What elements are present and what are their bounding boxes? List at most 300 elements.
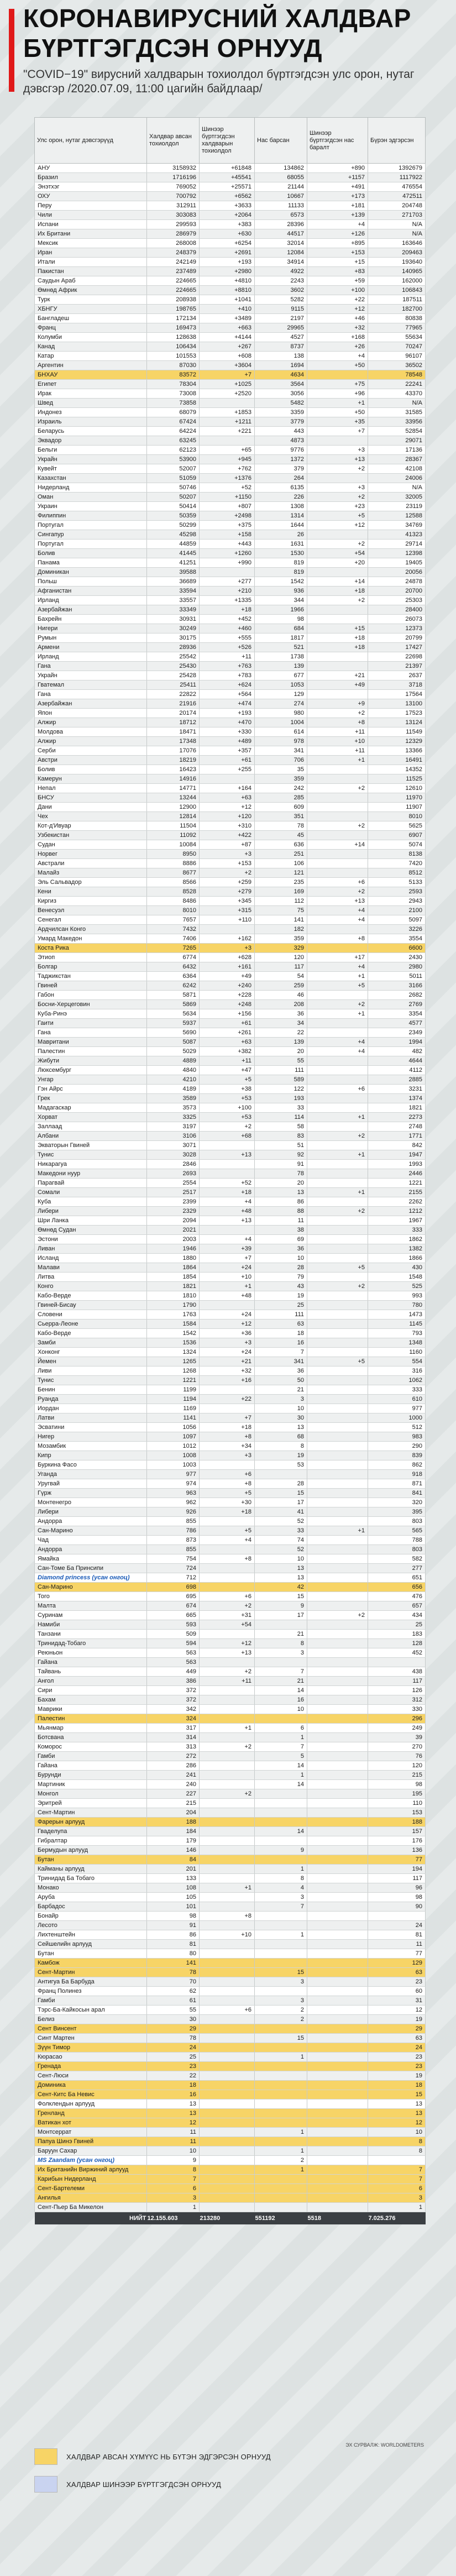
cell-recovered: 33956 <box>368 417 426 427</box>
cell-country: Тунис <box>35 1376 147 1385</box>
cell-country: Болив <box>35 549 147 558</box>
cell-recovered: 39 <box>368 1733 426 1742</box>
cell-new-deaths <box>307 1507 368 1517</box>
cell-country: Шри Ланка <box>35 1216 147 1226</box>
cell-recovered: 983 <box>368 1432 426 1442</box>
cell-new-deaths <box>307 1639 368 1648</box>
cell-recovered: 98 <box>368 1893 426 1902</box>
cell-cases: 18219 <box>147 756 200 765</box>
cell-new-cases: +4810 <box>200 276 255 286</box>
cell-new-deaths: +49 <box>307 680 368 690</box>
table-row <box>35 652 426 662</box>
cell-new-cases: +261 <box>200 1028 255 1038</box>
table-row <box>35 305 426 314</box>
cell-cases: 18712 <box>147 718 200 727</box>
cell-new-deaths: +26 <box>307 342 368 352</box>
cell-deaths: 35 <box>255 765 307 774</box>
table-row <box>35 1075 426 1085</box>
cell-new-deaths: +59 <box>307 276 368 286</box>
cell-recovered: 993 <box>368 1291 426 1301</box>
title-line-2: БҮРТГЭГДСЭН ОРНУУД <box>23 34 323 62</box>
cell-recovered: 1994 <box>368 1038 426 1047</box>
cell-cases: 1221 <box>147 1376 200 1385</box>
cell-new-cases: +3 <box>200 944 255 953</box>
cell-new-cases: +628 <box>200 953 255 962</box>
cell-new-cases: +8 <box>200 1432 255 1442</box>
cell-deaths: 1 <box>255 1733 307 1742</box>
table-row <box>35 756 426 765</box>
cell-cases: 11 <box>147 2137 200 2146</box>
cell-deaths: 819 <box>255 568 307 577</box>
cell-new-cases <box>200 1949 255 1959</box>
cell-cases: 769052 <box>147 182 200 192</box>
cell-cases: 509 <box>147 1630 200 1639</box>
cell-new-cases: +1150 <box>200 493 255 502</box>
table-row <box>35 2099 426 2109</box>
cell-cases: 962 <box>147 1498 200 1507</box>
cell-recovered: 2980 <box>368 962 426 972</box>
cell-country: Папуа Шинэ Гвиней <box>35 2137 147 2146</box>
cell-new-deaths <box>307 2118 368 2128</box>
cell-recovered: 1212 <box>368 1207 426 1216</box>
cell-cases: 700792 <box>147 192 200 201</box>
cell-recovered: 31 <box>368 1996 426 2006</box>
cell-recovered: 5097 <box>368 915 426 925</box>
cell-cases: 1584 <box>147 1320 200 1329</box>
cell-country: Лихтенштейн <box>35 1930 147 1940</box>
cell-cases: 8566 <box>147 878 200 887</box>
cell-cases: 4889 <box>147 1056 200 1066</box>
cell-cases: 13 <box>147 2109 200 2118</box>
cell-deaths: 1631 <box>255 540 307 549</box>
cell-deaths <box>255 1714 307 1724</box>
table-row <box>35 2081 426 2090</box>
table-row <box>35 1244 426 1254</box>
cell-new-deaths <box>307 1601 368 1611</box>
cell-cases: 1199 <box>147 1385 200 1395</box>
cell-country: Сан-Томе Ба Принсипи <box>35 1564 147 1573</box>
cell-deaths: 139 <box>255 1038 307 1047</box>
cell-recovered: 11525 <box>368 774 426 784</box>
cell-recovered: 24006 <box>368 474 426 483</box>
table-row <box>35 915 426 925</box>
cell-new-cases <box>200 1799 255 1808</box>
cell-deaths: 16 <box>255 1695 307 1705</box>
cell-deaths <box>255 2193 307 2203</box>
cell-new-cases <box>200 1517 255 1526</box>
cell-cases: 272 <box>147 1752 200 1761</box>
cell-cases: 13244 <box>147 793 200 803</box>
cell-new-deaths: +4 <box>307 352 368 361</box>
cell-recovered: 6600 <box>368 944 426 953</box>
cell-cases: 21916 <box>147 699 200 709</box>
cell-new-cases <box>200 1771 255 1780</box>
cell-deaths: 117 <box>255 962 307 972</box>
cell-cases: 2094 <box>147 1216 200 1226</box>
cell-recovered: 28400 <box>368 605 426 615</box>
cell-deaths: 13 <box>255 1564 307 1573</box>
cell-new-deaths: +22 <box>307 295 368 305</box>
table-row <box>35 1677 426 1686</box>
cell-new-deaths <box>307 1545 368 1554</box>
cell-new-cases: +47 <box>200 1066 255 1075</box>
cell-recovered: 1392679 <box>368 164 426 173</box>
cell-recovered: 63 <box>368 1968 426 1977</box>
cell-recovered: 12588 <box>368 511 426 521</box>
table-row <box>35 643 426 652</box>
cell-new-cases: +452 <box>200 615 255 624</box>
cell-new-deaths <box>307 991 368 1000</box>
cell-country: Ватикан хот <box>35 2118 147 2128</box>
cell-new-deaths <box>307 2128 368 2137</box>
cell-country: Монако <box>35 1883 147 1893</box>
cell-recovered: 19405 <box>368 558 426 568</box>
cell-cases: 14916 <box>147 774 200 784</box>
cell-deaths: 1817 <box>255 633 307 643</box>
cell-deaths: 34914 <box>255 258 307 267</box>
table-row <box>35 474 426 483</box>
cell-new-cases: +3 <box>200 1338 255 1348</box>
cell-deaths: 43 <box>255 1282 307 1291</box>
cell-cases: 10084 <box>147 840 200 850</box>
cell-new-cases: +61 <box>200 1019 255 1028</box>
cell-country: Гвиней-Бисау <box>35 1301 147 1310</box>
cell-deaths: 14 <box>255 1761 307 1771</box>
cell-deaths <box>255 2109 307 2118</box>
cell-country: Казахстан <box>35 474 147 483</box>
table-row <box>35 1658 426 1667</box>
table-row <box>35 446 426 455</box>
cell-new-cases <box>200 1404 255 1413</box>
table-row <box>35 342 426 352</box>
table-row <box>35 1507 426 1517</box>
cell-new-cases: +110 <box>200 915 255 925</box>
legend <box>34 2448 432 2503</box>
table-row <box>35 2062 426 2071</box>
cell-deaths: 4873 <box>255 436 307 446</box>
cell-recovered: 19 <box>368 2071 426 2081</box>
cell-recovered: 16491 <box>368 756 426 765</box>
cell-cases: 11092 <box>147 831 200 840</box>
cell-recovered: 12398 <box>368 549 426 558</box>
table-row <box>35 2006 426 2015</box>
cell-country: Перу <box>35 201 147 211</box>
cell-cases: 91 <box>147 1921 200 1930</box>
cell-deaths: 20 <box>255 1179 307 1188</box>
cell-new-deaths: +181 <box>307 201 368 211</box>
cell-country: Монгол <box>35 1789 147 1799</box>
cell-recovered: 1866 <box>368 1254 426 1263</box>
cell-recovered: 6907 <box>368 831 426 840</box>
cell-country: Швед <box>35 399 147 408</box>
cell-country: Камбож <box>35 1959 147 1968</box>
cell-deaths: 9776 <box>255 446 307 455</box>
cell-recovered: 482 <box>368 1047 426 1056</box>
cell-cases: 224665 <box>147 286 200 295</box>
cell-deaths: 18 <box>255 1329 307 1338</box>
cell-deaths: 19 <box>255 1291 307 1301</box>
cell-recovered: 204748 <box>368 201 426 211</box>
cell-new-cases: +63 <box>200 793 255 803</box>
cell-country: Реюньон <box>35 1648 147 1658</box>
cell-recovered: 20700 <box>368 587 426 596</box>
cell-new-deaths: +1 <box>307 972 368 981</box>
cell-new-deaths <box>307 1226 368 1235</box>
cell-recovered: 395 <box>368 1507 426 1517</box>
cell-recovered: 871 <box>368 1479 426 1489</box>
cell-cases: 1008 <box>147 1451 200 1460</box>
table-row <box>35 2193 426 2203</box>
cell-country: Кюрасао <box>35 2053 147 2062</box>
table-row <box>35 1592 426 1601</box>
table-row <box>35 737 426 746</box>
cell-country: Португал <box>35 540 147 549</box>
cell-new-cases <box>200 1865 255 1874</box>
cell-deaths: 3779 <box>255 417 307 427</box>
cell-recovered: 788 <box>368 1536 426 1545</box>
cell-cases: 1 <box>147 2203 200 2212</box>
cell-deaths: 235 <box>255 878 307 887</box>
cell-new-cases: +24 <box>200 1263 255 1273</box>
cell-new-deaths <box>307 2081 368 2090</box>
cell-new-deaths: +35 <box>307 417 368 427</box>
cell-new-cases: +4 <box>200 1235 255 1244</box>
cell-country: Хорват <box>35 1113 147 1122</box>
cell-new-cases: +161 <box>200 962 255 972</box>
cell-deaths <box>255 1912 307 1921</box>
cell-new-cases: +61848 <box>200 164 255 173</box>
cell-cases: 342 <box>147 1705 200 1714</box>
table-row <box>35 1620 426 1630</box>
cell-country: Норвег <box>35 850 147 859</box>
table-row <box>35 1291 426 1301</box>
table-row <box>35 1836 426 1846</box>
cell-new-deaths <box>307 1376 368 1385</box>
table-row <box>35 286 426 295</box>
table-row <box>35 840 426 850</box>
cell-country: Мадагаскар <box>35 1103 147 1113</box>
table-row <box>35 258 426 267</box>
cell-cases: 17348 <box>147 737 200 746</box>
cell-recovered: 106843 <box>368 286 426 295</box>
table-row <box>35 1686 426 1695</box>
cell-recovered: 1374 <box>368 1094 426 1103</box>
cell-cases: 45298 <box>147 530 200 540</box>
cell-new-deaths <box>307 765 368 774</box>
total-new-cases: 213280 <box>200 2212 255 2225</box>
cell-cases: 8677 <box>147 868 200 878</box>
cell-recovered: 271703 <box>368 211 426 220</box>
cell-recovered: 182700 <box>368 305 426 314</box>
cell-new-deaths <box>307 370 368 380</box>
cell-country: Карибын Нидерланд <box>35 2175 147 2184</box>
cell-cases: 73008 <box>147 389 200 399</box>
cell-cases: 18 <box>147 2081 200 2090</box>
cell-country: Либери <box>35 1207 147 1216</box>
cell-deaths: 351 <box>255 812 307 821</box>
cell-new-deaths: +15 <box>307 624 368 633</box>
cell-cases: 386 <box>147 1677 200 1686</box>
cell-new-cases: +31 <box>200 1611 255 1620</box>
cell-cases: 184 <box>147 1827 200 1836</box>
cell-cases: 1324 <box>147 1348 200 1357</box>
cell-country: Катар <box>35 352 147 361</box>
cell-cases: 6364 <box>147 972 200 981</box>
cell-recovered: 2273 <box>368 1113 426 1122</box>
cell-cases: 594 <box>147 1639 200 1648</box>
cell-recovered: 140965 <box>368 267 426 276</box>
cell-deaths: 21144 <box>255 182 307 192</box>
cell-new-deaths <box>307 1959 368 1968</box>
table-row <box>35 1883 426 1893</box>
table-row <box>35 389 426 399</box>
cell-new-cases: +13 <box>200 1648 255 1658</box>
cell-country: Суринам <box>35 1611 147 1620</box>
cell-country: Сомали <box>35 1188 147 1197</box>
cell-deaths: 46 <box>255 991 307 1000</box>
cell-recovered: 43370 <box>368 389 426 399</box>
cell-new-deaths: +2 <box>307 709 368 718</box>
cell-deaths: 52 <box>255 1545 307 1554</box>
cell-new-cases: +158 <box>200 530 255 540</box>
table-row <box>35 549 426 558</box>
cell-new-cases: +807 <box>200 502 255 511</box>
table-row <box>35 1573 426 1583</box>
cell-country: Гренланд <box>35 2109 147 2118</box>
table-header-row <box>35 118 426 164</box>
cell-cases: 303083 <box>147 211 200 220</box>
cell-cases: 926 <box>147 1507 200 1517</box>
table-row <box>35 352 426 361</box>
cell-new-cases: +63 <box>200 1038 255 1047</box>
cell-deaths: 285 <box>255 793 307 803</box>
cell-recovered: 22698 <box>368 652 426 662</box>
cell-new-cases <box>200 1686 255 1695</box>
cell-country: Латви <box>35 1413 147 1423</box>
cell-cases: 3071 <box>147 1141 200 1150</box>
cell-new-deaths <box>307 2156 368 2165</box>
cell-deaths: 359 <box>255 774 307 784</box>
cell-cases: 61 <box>147 1996 200 2006</box>
cell-deaths: 12084 <box>255 248 307 258</box>
cell-new-cases <box>200 2090 255 2099</box>
cell-recovered: 163646 <box>368 239 426 248</box>
cell-cases: 312911 <box>147 201 200 211</box>
cell-new-deaths: +14 <box>307 840 368 850</box>
cell-new-cases: +32 <box>200 1366 255 1376</box>
table-row <box>35 408 426 417</box>
cell-new-deaths <box>307 1893 368 1902</box>
cell-deaths: 329 <box>255 944 307 953</box>
cell-new-cases: +45541 <box>200 173 255 182</box>
cell-recovered: 1993 <box>368 1160 426 1169</box>
cell-recovered: 117 <box>368 1874 426 1883</box>
cell-cases: 5871 <box>147 991 200 1000</box>
cell-deaths: 182 <box>255 925 307 934</box>
cell-country: Фарерын арлууд <box>35 1818 147 1827</box>
cell-recovered: 5133 <box>368 878 426 887</box>
cell-cases: 674 <box>147 1601 200 1611</box>
cell-recovered: 4577 <box>368 1019 426 1028</box>
cell-deaths: 28 <box>255 1479 307 1489</box>
cell-country: Саудын Араб <box>35 276 147 286</box>
cell-new-cases: +120 <box>200 812 255 821</box>
cell-cases: 754 <box>147 1554 200 1564</box>
cell-deaths: 45 <box>255 831 307 840</box>
cell-country: Өмнөд Судан <box>35 1226 147 1235</box>
cell-new-deaths <box>307 1930 368 1940</box>
table-row <box>35 1094 426 1103</box>
table-row <box>35 2043 426 2053</box>
cell-cases: 313 <box>147 1742 200 1752</box>
cell-recovered: 60 <box>368 1987 426 1996</box>
cell-recovered: 2155 <box>368 1188 426 1197</box>
cell-country: Маврики <box>35 1705 147 1714</box>
cell-deaths: 34 <box>255 1019 307 1028</box>
cell-new-deaths <box>307 2071 368 2081</box>
cell-recovered: 2349 <box>368 1028 426 1038</box>
cell-country: Бахрейн <box>35 615 147 624</box>
table-row <box>35 1009 426 1019</box>
cell-deaths <box>255 2175 307 2184</box>
cell-cases: 87030 <box>147 361 200 370</box>
cell-deaths: 13 <box>255 1573 307 1583</box>
cell-cases: 73858 <box>147 399 200 408</box>
table-row <box>35 868 426 878</box>
cell-country: Киргиз <box>35 897 147 906</box>
cell-deaths <box>255 1959 307 1968</box>
cell-new-cases: +3 <box>200 850 255 859</box>
cell-new-cases: +783 <box>200 671 255 680</box>
cell-cases: 33349 <box>147 605 200 615</box>
cell-new-deaths: +2 <box>307 464 368 474</box>
table-row <box>35 1977 426 1987</box>
cell-new-deaths <box>307 1122 368 1132</box>
cell-deaths: 30 <box>255 1413 307 1423</box>
cell-country: Пакистан <box>35 267 147 276</box>
cell-deaths: 17 <box>255 1498 307 1507</box>
table-row <box>35 1789 426 1799</box>
table-body <box>35 164 426 2212</box>
cell-new-cases <box>200 1385 255 1395</box>
table-row <box>35 1489 426 1498</box>
cell-cases: 83572 <box>147 370 200 380</box>
cell-new-deaths <box>307 1564 368 1573</box>
cell-recovered: 195 <box>368 1789 426 1799</box>
cell-new-cases <box>200 1545 255 1554</box>
cell-cases: 1864 <box>147 1263 200 1273</box>
cell-country: Гамби <box>35 1752 147 1761</box>
cell-recovered: 11549 <box>368 727 426 737</box>
cell-cases: 1194 <box>147 1395 200 1404</box>
cell-new-cases: +228 <box>200 991 255 1000</box>
cell-cases: 208938 <box>147 295 200 305</box>
table-row <box>35 1949 426 1959</box>
cell-new-deaths <box>307 1733 368 1742</box>
cell-cases: 5634 <box>147 1009 200 1019</box>
cell-deaths: 684 <box>255 624 307 633</box>
table-row <box>35 680 426 690</box>
table-row <box>35 399 426 408</box>
cell-recovered: 8 <box>368 2137 426 2146</box>
cell-new-cases <box>200 774 255 784</box>
cell-new-deaths: +32 <box>307 323 368 333</box>
cell-country: БНХАУ <box>35 370 147 380</box>
table-row <box>35 615 426 624</box>
cell-deaths: 359 <box>255 934 307 944</box>
cell-new-cases <box>200 1141 255 1150</box>
cell-deaths <box>255 2081 307 2090</box>
